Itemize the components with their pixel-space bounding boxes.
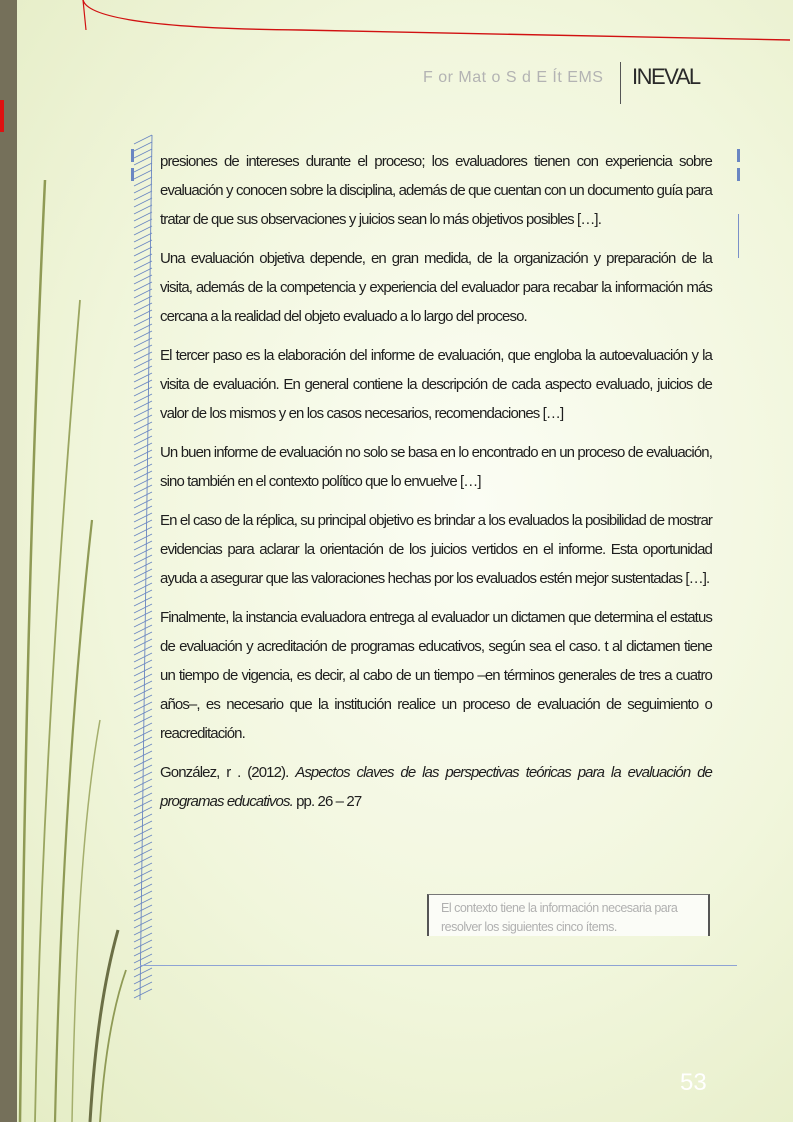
- hatch-line: [134, 632, 152, 641]
- paragraph: presiones de intereses durante el proceso; los evaluadores tienen con experiencia sobre evaluación y conocen sobre la disciplina, además de que cuentan con un documento guía para tratar de que sus observaciones y juicios sean lo más objetivos posibles […].: [160, 153, 712, 228]
- hatch-line: [134, 597, 152, 606]
- hatch-line: [134, 373, 152, 382]
- hatch-line: [134, 450, 152, 459]
- hatch-line: [134, 170, 152, 179]
- hatch-line: [134, 422, 152, 431]
- hatch-line: [134, 408, 152, 417]
- hatch-line: [134, 940, 152, 949]
- hatch-line: [134, 583, 152, 592]
- hatch-line: [134, 863, 152, 872]
- hatch-line: [134, 898, 152, 907]
- hatch-line: [134, 499, 152, 508]
- hatch-line: [134, 604, 152, 613]
- hatch-line: [134, 856, 152, 865]
- hatch-line: [134, 219, 152, 228]
- hatch-line: [134, 268, 152, 277]
- hatch-line: [134, 849, 152, 858]
- hatch-line: [134, 184, 152, 193]
- hatch-line: [134, 639, 152, 648]
- hatch-line: [134, 541, 152, 550]
- paragraph: El tercer paso es la elaboración del informe de evaluación, que engloba la autoevaluación y la visita de evaluación. En general contiene la descripción de cada aspecto evaluado, juicios de valor de los mismos y en los casos necesarios, recomendaciones […]: [160, 347, 712, 422]
- hatch-line: [134, 562, 152, 571]
- hatch-line: [134, 870, 152, 879]
- right-vertical-rule: [738, 214, 739, 258]
- hatch-line: [134, 954, 152, 963]
- reference-authors: González, r . (2012).: [160, 764, 296, 781]
- hatch-line: [134, 555, 152, 564]
- hatch-line: [134, 926, 152, 935]
- hatch-line: [134, 653, 152, 662]
- hatch-line: [134, 443, 152, 452]
- hatch-line: [134, 429, 152, 438]
- hatch-line: [134, 254, 152, 263]
- hatch-line: [134, 695, 152, 704]
- hatch-line: [134, 821, 152, 830]
- hatch-line: [134, 842, 152, 851]
- paragraph: En el caso de la réplica, su principal objetivo es brindar a los evaluados la posibilidad de mostrar evidencias para aclarar la orientación de los juicios vertidos en el informe. Esta oportunidad ayuda a asegurar que las valoraciones hechas por los evaluados estén mejor sustentadas […].: [160, 512, 712, 587]
- hatch-line: [134, 968, 152, 977]
- hatch-line: [134, 282, 152, 291]
- hatch-line: [134, 947, 152, 956]
- header-series-title: F or Mat o S d E Ít EMS: [423, 69, 604, 86]
- hatch-line: [134, 240, 152, 249]
- hatch-line: [134, 905, 152, 914]
- hatch-line: [134, 660, 152, 669]
- hatch-line: [134, 191, 152, 200]
- right-blue-mark: [737, 168, 740, 181]
- hatch-line: [134, 989, 152, 998]
- hatch-line: [134, 835, 152, 844]
- hatch-line: [134, 527, 152, 536]
- hatch-line: [134, 478, 152, 487]
- hatch-line: [134, 716, 152, 725]
- hatch-line: [134, 737, 152, 746]
- hatch-line: [134, 289, 152, 298]
- bottom-rule: [140, 965, 737, 966]
- paragraph: Una evaluación objetiva depende, en gran medida, de la organización y preparación de la visita, además de la competencia y experiencia del evaluador para recabar la información más cercana a la realidad del objeto evaluado a lo largo del proceso.: [160, 250, 712, 325]
- left-blue-mark: [131, 149, 134, 162]
- hatch-line: [134, 394, 152, 403]
- hatch-line: [134, 891, 152, 900]
- hatch-line: [134, 198, 152, 207]
- hatch-line: [134, 401, 152, 410]
- hatch-line: [134, 884, 152, 893]
- hatch-line: [134, 730, 152, 739]
- hatch-line: [134, 212, 152, 221]
- hatch-line: [134, 646, 152, 655]
- ineval-logo: INEVAL: [632, 64, 700, 89]
- hatch-line: [134, 485, 152, 494]
- hatch-line: [134, 149, 152, 158]
- hatch-line: [134, 436, 152, 445]
- hatch-line: [134, 828, 152, 837]
- hatch-line: [134, 618, 152, 627]
- hatch-line: [134, 709, 152, 718]
- red-curve: [83, 0, 790, 40]
- hatch-line: [134, 177, 152, 186]
- hatch-line: [134, 261, 152, 270]
- hatch-line: [134, 275, 152, 284]
- hatch-line: [134, 723, 152, 732]
- hatch-line: [134, 576, 152, 585]
- paragraph: Un buen informe de evaluación no solo se basa en lo encontrado en un proceso de evaluación, sino también en el contexto político que lo envuelve […]: [160, 444, 712, 490]
- hatch-line: [134, 688, 152, 697]
- hatch-stripe: [134, 135, 152, 1000]
- hatch-line: [134, 590, 152, 599]
- hatch-line: [134, 681, 152, 690]
- body-text: [160, 147, 712, 826]
- hatch-line: [134, 380, 152, 389]
- hatch-line: [134, 142, 152, 151]
- hatch-line: [134, 464, 152, 473]
- hatch-line: [134, 534, 152, 543]
- reference-title: Aspectos claves de las perspectivas teóricas para la evaluación de programas educativos.: [160, 764, 712, 810]
- hatch-line: [134, 520, 152, 529]
- right-blue-mark: [737, 149, 740, 162]
- hatch-line: [134, 366, 152, 375]
- hatch-line: [134, 919, 152, 928]
- hatch-line: [134, 205, 152, 214]
- hatch-line: [134, 569, 152, 578]
- hatch-line: [134, 625, 152, 634]
- hatch-line: [134, 156, 152, 165]
- hatch-line: [134, 163, 152, 172]
- hatch-line: [134, 877, 152, 886]
- header-separator: [620, 62, 621, 104]
- reference-pages: pp. 26 – 27: [292, 793, 362, 810]
- hatch-line: [134, 457, 152, 466]
- hatch-line: [134, 415, 152, 424]
- green-sweep-5: [90, 930, 118, 1122]
- hatch-line: [134, 247, 152, 256]
- hatch-line: [134, 471, 152, 480]
- hatch-line: [134, 702, 152, 711]
- hatch-line: [134, 548, 152, 557]
- hatch-line: [134, 506, 152, 515]
- paragraph: Finalmente, la instancia evaluadora entrega al evaluador un dictamen que determina el estatus de evaluación y acreditación de programas educativos, según sea el caso. t al dictamen tiene un tiempo de vigencia, es decir, al cabo de un tiempo –en términos generales de tres a cuatro años–, es necesario que la institución realice un proceso de evaluación de seguimiento o reacreditación.: [160, 609, 712, 742]
- hatch-line: [134, 912, 152, 921]
- hatch-line: [134, 611, 152, 620]
- hatch-line: [134, 135, 152, 144]
- context-note-text: El contexto tiene la información necesaria para resolver los siguientes cinco ítems.: [441, 901, 678, 934]
- hatch-line: [134, 513, 152, 522]
- reference-citation: [160, 758, 712, 816]
- hatch-line: [134, 674, 152, 683]
- hatch-line: [134, 387, 152, 396]
- context-note-box: [427, 894, 710, 936]
- hatch-line: [134, 975, 152, 984]
- hatch-line: [134, 982, 152, 991]
- hatch-line: [134, 226, 152, 235]
- hatch-line: [134, 667, 152, 676]
- hatch-line: [134, 233, 152, 242]
- hatch-line: [134, 492, 152, 501]
- page-number: 53: [680, 1069, 707, 1096]
- left-blue-mark: [131, 168, 134, 181]
- green-sweep-1: [20, 180, 45, 1122]
- hatch-line: [134, 933, 152, 942]
